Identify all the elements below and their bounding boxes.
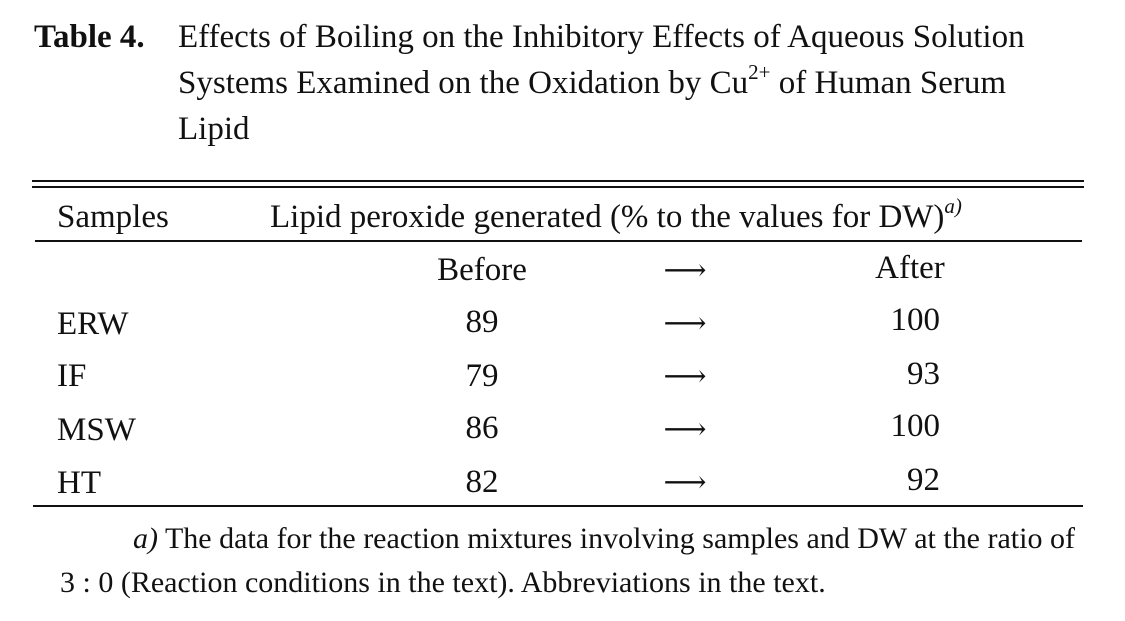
- header-footnote-marker: a): [944, 194, 962, 218]
- caption-text: [178, 14, 1048, 152]
- row-before: 86: [465, 410, 499, 446]
- row-after: 100: [890, 408, 940, 444]
- row-sample: HT: [57, 465, 101, 501]
- bottom-rule: [33, 505, 1083, 507]
- header-samples: Samples: [57, 199, 169, 235]
- row-arrow: ⟶: [663, 307, 707, 340]
- table-caption: [34, 14, 1094, 152]
- caption-superscript: 2+: [748, 60, 771, 84]
- row-before: 82: [465, 464, 499, 500]
- footnote-text: The data for the reaction mixtures involving samples and DW at the ratio of 3 : 0 (Reaction conditions in the text). Abbreviations in the text.: [60, 522, 1075, 599]
- subheader-arrow: ⟶: [663, 254, 707, 287]
- subheader-before: Before: [437, 252, 527, 288]
- footnote-indent: [60, 522, 133, 555]
- row-after: 92: [907, 462, 940, 498]
- row-after: 100: [890, 302, 940, 338]
- row-sample: ERW: [57, 306, 129, 342]
- header-lipid-text: Lipid peroxide generated (% to the values for DW): [270, 199, 945, 235]
- row-arrow: ⟶: [663, 360, 707, 393]
- subheader-after: After: [875, 250, 945, 286]
- header-lipid: [270, 194, 962, 237]
- row-sample: MSW: [57, 412, 136, 448]
- table-footnote: [60, 517, 1080, 605]
- top-rule-2: [32, 186, 1084, 188]
- header-rule: [35, 240, 1082, 242]
- row-arrow: ⟶: [663, 466, 707, 499]
- row-before: 89: [465, 304, 499, 340]
- caption-tail: of Human Serum Lipid: [178, 65, 1007, 147]
- top-rule-1: [32, 180, 1084, 182]
- table-label: Table 4.: [34, 19, 145, 55]
- row-before: 79: [465, 358, 499, 394]
- row-after: 93: [907, 356, 940, 392]
- caption-main: Effects of Boiling on the Inhibitory Effects of Aqueous Solution Systems Examined on the Oxidation by Cu: [178, 19, 1025, 101]
- row-arrow: ⟶: [663, 413, 707, 446]
- row-sample: IF: [57, 358, 87, 394]
- footnote-marker: a): [133, 522, 158, 555]
